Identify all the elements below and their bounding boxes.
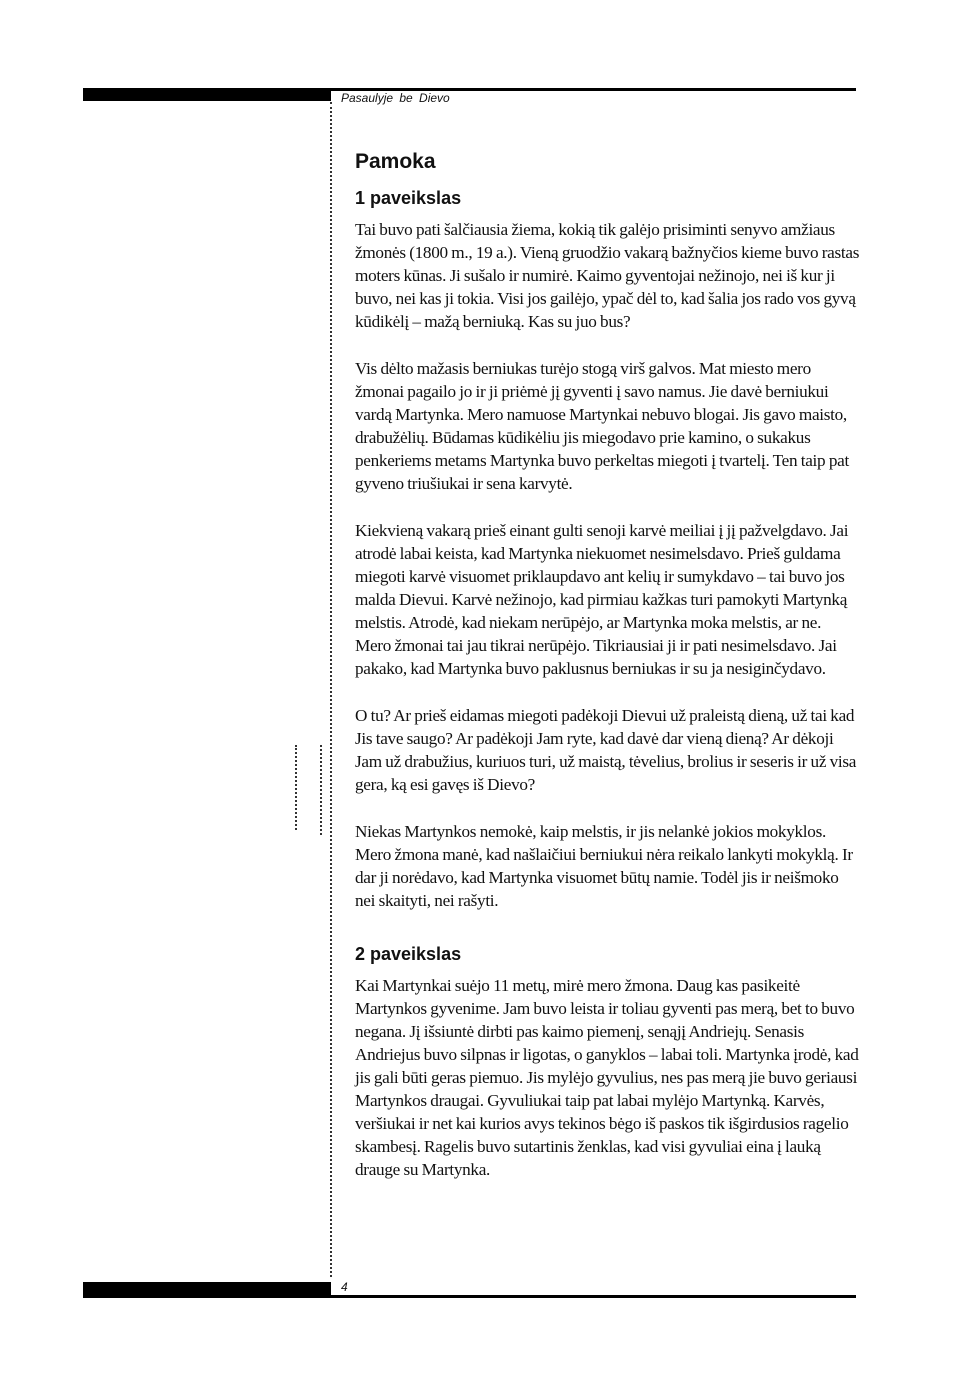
section-heading: 1 paveikslas <box>355 188 462 208</box>
paragraph: Tai buvo pati šalčiausia žiema, kokią tik galėjo prisiminti senyvo amžiaus žmonės (1800 m., 19 a.). Vieną gruodžio vakarą bažnyčios kieme buvo rastas moters kūnas. Ji sušalo ir numirė. Kaimo gyventojai nežinojo, nei iš kur ji buvo, nei kas ji tokia. Visi jos gailėjo, ypač dėl to, kad šalia jos rado vos gyvą kūdikėlį – mažą berniuką. Kas su juo bus? <box>355 220 860 331</box>
footer-rule-thin <box>331 1295 856 1298</box>
dotted-margin-rule <box>330 102 332 1277</box>
section-heading: 2 paveikslas <box>355 944 462 964</box>
article-title: Pamoka <box>355 150 436 173</box>
dotted-accent-rule-right <box>320 745 322 835</box>
running-head: Pasaulyje be Dievo <box>341 91 450 105</box>
page-number: 4 <box>341 1280 348 1294</box>
dotted-accent-rule-left <box>295 745 297 830</box>
footer-rule-thick <box>83 1282 331 1298</box>
article <box>355 148 860 1205</box>
header-rule-thick <box>83 88 331 101</box>
paragraph: Kai Martynkai suėjo 11 metų, mirė mero žmona. Daug kas pasikeitė Martynkos gyvenime. Jam buvo leista ir toliau gyventi pas merą, bet to buvo negana. Jį išsiuntė dirbti pas kaimo piemenį, senąjį Andriejų. Senasis Andriejus buvo silpnas ir ligotas, o ganyklos – labai toli. Martynka įrodė, kad jis gali būti geras piemuo. Jis mylėjo gyvulius, nes pas merą jie buvo geriausi Martynkos draugai. Gyvuliukai taip pat labai mylėjo Martynką. Karvės, veršiukai ir net kai kurios avys tekinos bėgo iš paskos tik išgirdusios ragelio skambesį. Ragelis buvo sutartinis ženklas, kad visi gyvuliai eina į lauką drauge su Martynka. <box>355 976 859 1179</box>
paragraph: Vis dėlto mažasis berniukas turėjo stogą virš galvos. Mat miesto mero žmonai pagailo jo ir ji priėmė jį gyventi į savo namus. Jie davė berniukui vardą Martynka. Mero namuose Martynkai nebuvo blogai. Jis gavo maisto, drabužėlių. Būdamas kūdikėliu jis miegodavo prie kamino, o sukakus penkeriems metams Martynka buvo perkeltas miegoti į tvartelį. Ten taip pat gyveno triušiukai ir sena karvytė. <box>355 359 849 493</box>
paragraph: O tu? Ar prieš eidamas miegoti padėkoji Dievui už praleistą dieną, už tai kad Jis tave saugo? Ar padėkoji Jam ryte, kad davė dar vieną dieną? Ar dėkoji Jam už drabužius, kuriuos turi, už maistą, tėvelius, brolius ir seseris ir už visa gera, ką esi gavęs iš Dievo? <box>355 706 857 794</box>
paragraph: Kiekvieną vakarą prieš einant gulti senoji karvė meiliai į jį pažvelgdavo. Jai atrodė labai keista, kad Martynka niekuomet nesimelsdavo. Prieš guldama miegoti karvė visuomet priklaupdavo ant kelių ir sumykdavo – tai buvo jos malda Dievui. Karvė nežinojo, kad pirmiau kažkas turi pamokyti Martynką melstis. Atrodė, kad niekam nerūpėjo, ar Martynka moka melstis, ar ne. Mero žmonai tai jau tikrai nerūpėjo. Tikriausiai ji ir pati nesimelsdavo. Jai pakako, kad Martynka buvo paklusnus berniukas ir su ja nesiginčydavo. <box>355 521 849 678</box>
paragraph: Niekas Martynkos nemokė, kaip melstis, ir jis nelankė jokios mokyklos. Mero žmona manė, kad našlaičiui berniukui nėra reikalo lankyti mokyklą. Ir dar ji norėdavo, kad Martynka visuomet būtų namie. Todėl jis ir neišmoko nei skaityti, nei rašyti. <box>355 822 853 910</box>
